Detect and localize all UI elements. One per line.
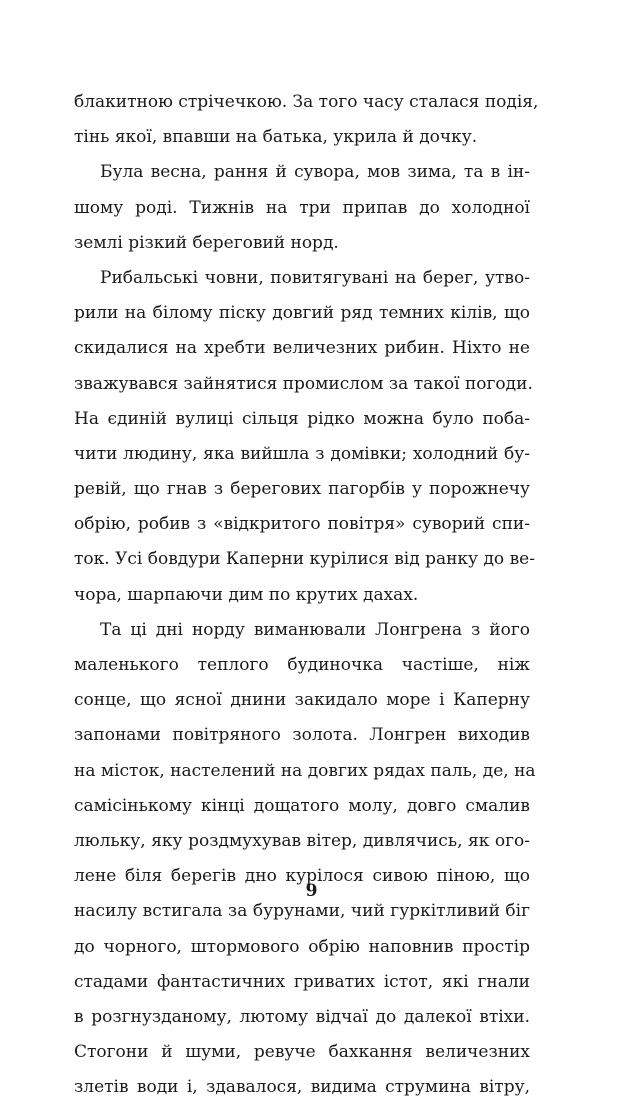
text-line: Стогони й шуми, ревуче бахкання величезних [74, 1042, 530, 1063]
text-line: рили на білому піску довгий ряд темних кілів, що [74, 303, 530, 324]
text-line: до чорного, штормового обрію наповнив простір [74, 936, 530, 957]
text-line: зважувався зайнятися промислом за такої погоди. [74, 373, 533, 394]
text-line: самісінькому кінці дощатого молу, довго смалив [74, 795, 530, 816]
body-text [74, 85, 539, 1105]
text-line: скидалися на хребти величезних рибин. Ніхто не [74, 338, 530, 359]
text-line: шому роді. Тижнів на три припав до холодної [74, 197, 530, 218]
text-line: чора, шарпаючи дим по крутих дахах. [74, 584, 419, 605]
text-line: запонами повітряного золота. Лонгрен виходив [74, 725, 530, 746]
text-line: в розгнузданому, лютому відчаї до далекої втіхи. [74, 1006, 530, 1027]
text-line: Та ці дні норду виманювали Лонгрена з його [100, 619, 530, 640]
text-line: На єдиній вулиці сільця рідко можна було поба- [74, 408, 530, 429]
text-line: обрію, робив з «відкритого повітря» суворий спи- [74, 514, 530, 535]
text-line: ревій, що гнав з берегових пагорбів у порожнечу [74, 479, 530, 500]
text-line: ток. Усі бовдури Каперни курілися від ранку до ве- [74, 549, 535, 570]
paragraph [74, 261, 535, 613]
page-number: 9 [305, 881, 318, 901]
paragraph [74, 613, 536, 1105]
text-line: люльку, яку роздмухував вітер, дивлячись, як ого- [74, 830, 530, 851]
text-line: блакитною стрічечкою. За того часу сталася подія, [74, 92, 539, 112]
text-line: злетів води і, здавалося, видима струмина вітру, [74, 1077, 530, 1098]
paragraph [74, 85, 539, 155]
paragraph [74, 155, 530, 261]
text-line: Рибальські човни, повитягувані на берег, утво- [100, 267, 530, 288]
text-line: чити людину, яка вийшла з домівки; холодний бу- [74, 443, 530, 464]
text-line: стадами фантастичних гриватих істот, які гнали [74, 971, 530, 992]
text-line: Була весна, рання й сувора, мов зима, та в ін- [100, 162, 530, 183]
text-line: на місток, настелений на довгих рядах паль, де, на [74, 760, 536, 781]
text-line: тінь якої, впавши на батька, укрила й дочку. [74, 127, 478, 148]
text-line: насилу встигала за бурунами, чий гуркітливий біг [74, 901, 530, 922]
text-line: маленького теплого будиночка частіше, ніж [74, 655, 530, 675]
text-line: сонце, що ясної днини закидало море і Каперну [74, 690, 530, 711]
text-line: землі різкий береговий норд. [74, 232, 339, 253]
text-line: лене біля берегів дно курілося сивою піною, що [74, 866, 530, 887]
